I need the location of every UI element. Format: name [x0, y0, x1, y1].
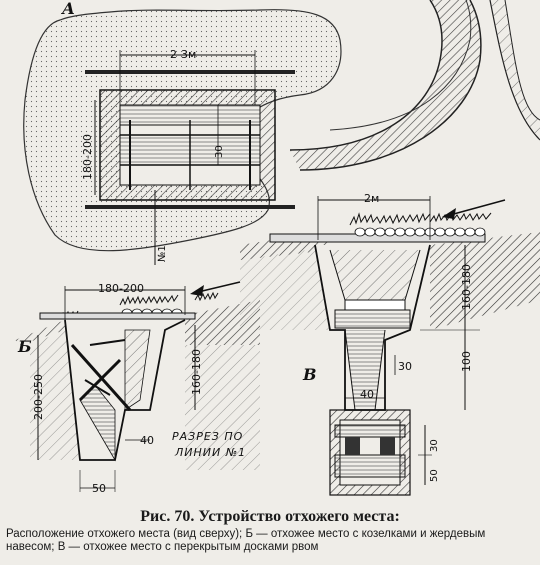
dim-b-depth2: 200-250	[32, 374, 45, 420]
dim-b-step: 40	[140, 434, 154, 447]
label-v: В	[303, 365, 317, 384]
panel-a-plan	[24, 0, 540, 265]
dim-b-width: 180-200	[98, 282, 144, 295]
figure-caption	[0, 508, 540, 554]
panel-v-section	[240, 192, 540, 410]
dim-b-depth1: 160-180	[190, 349, 203, 395]
dim-v-step: 30	[398, 360, 412, 373]
label-a: А	[62, 0, 76, 18]
dim-top-inner: 30	[214, 145, 225, 158]
dim-top-width: 2-3м	[170, 48, 197, 61]
panel-b-section	[15, 282, 260, 495]
dim-plan-gap: 30	[429, 439, 440, 452]
section-note-line2: ЛИНИИ №1	[175, 446, 247, 459]
dim-plan-board: 50	[429, 469, 440, 482]
caption-title: Рис. 70. Устройство отхожего места:	[140, 508, 400, 525]
dim-v-depth1: 160-180	[460, 264, 473, 310]
dim-top-line: №1	[157, 245, 168, 262]
caption-body: Расположение отхожего места (вид сверху); Б — отхожее место с козелками и жердевым навесом; В — отхожее место с перекрытым досками рвом	[6, 528, 486, 553]
section-note-line1: РАЗРЕЗ ПО	[172, 430, 244, 443]
panel-v-plan	[330, 410, 440, 495]
dim-v-bottom: 40	[360, 388, 374, 401]
label-b: Б	[18, 337, 32, 356]
dim-v-depth2: 100	[460, 351, 473, 372]
dim-top-height: 180-200	[81, 134, 94, 180]
dim-b-bottom: 50	[92, 482, 106, 495]
dim-v-width: 2м	[364, 192, 380, 205]
